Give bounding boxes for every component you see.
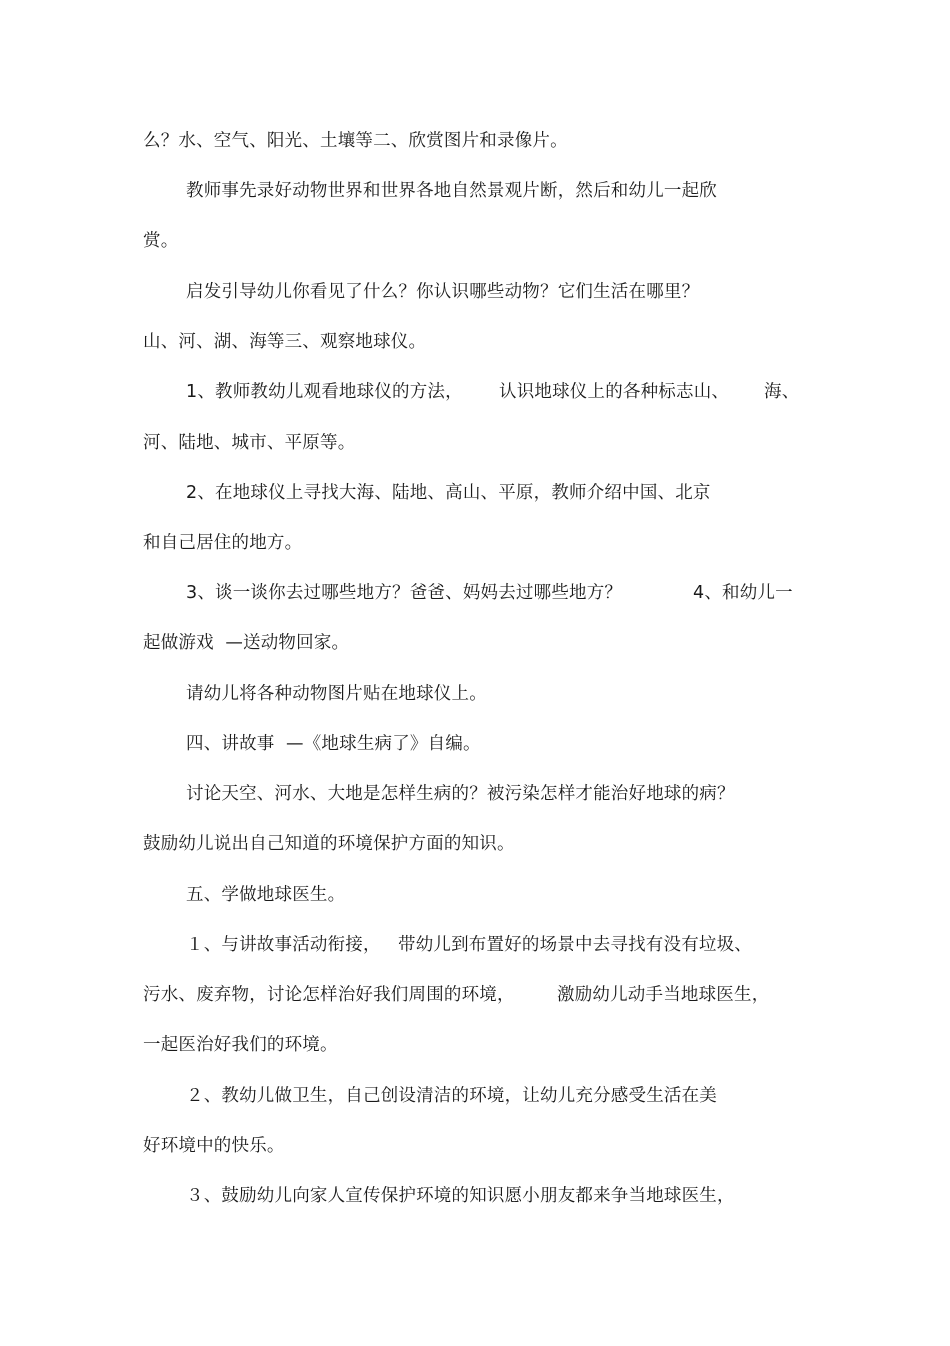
text-line: 1、教师教幼儿观看地球仪的方法，: [186, 382, 463, 402]
text-line: 污水、废弃物，讨论怎样治好我们周围的环境，: [143, 985, 515, 1005]
text-line: 2、在地球仪上寻找大海、陆地、高山、平原，教师介绍中国、北京: [186, 483, 711, 503]
text-line: 赏。: [143, 231, 179, 251]
text-line: 海、: [764, 382, 800, 402]
text-line: 么？水、空气、阳光、土壤等二、欣赏图片和录像片。: [143, 131, 568, 151]
text-line: ３、鼓励幼儿向家人宣传保护环境的知识愿小朋友都来争当地球医生，: [186, 1186, 735, 1206]
text-line: 3、谈一谈你去过哪些地方？爸爸、妈妈去过哪些地方？: [186, 583, 623, 603]
text-line: 四、讲故事 —《地球生病了》自编。: [186, 734, 481, 754]
text-line: 山、河、湖、海等三、观察地球仪。: [143, 332, 427, 352]
text-line: 好环境中的快乐。: [143, 1136, 285, 1156]
text-line: 鼓励幼儿说出自己知道的环境保护方面的知识。: [143, 834, 515, 854]
text-line: 认识地球仪上的各种标志山、: [499, 382, 730, 402]
text-line: 河、陆地、城市、平原等。: [143, 433, 356, 453]
text-line: 请幼儿将各种动物图片贴在地球仪上。: [186, 684, 487, 704]
text-line: 激励幼儿动手当地球医生，: [557, 985, 770, 1005]
text-line: 和自己居住的地方。: [143, 533, 303, 553]
text-line: 五、学做地球医生。: [186, 885, 346, 905]
text-line: １、与讲故事活动衔接，: [186, 935, 381, 955]
text-line: 4、和幼儿一: [693, 583, 793, 603]
text-line: 起做游戏 —送动物回家。: [143, 633, 350, 653]
text-line: 启发引导幼儿你看见了什么？你认识哪些动物？它们生活在哪里？: [186, 282, 700, 302]
text-line: ２、教幼儿做卫生，自己创设清洁的环境，让幼儿充分感受生活在美: [186, 1086, 717, 1106]
text-line: 带幼儿到布置好的场景中去寻找有没有垃圾、: [398, 935, 752, 955]
text-line: 教师事先录好动物世界和世界各地自然景观片断，然后和幼儿一起欣: [186, 181, 717, 201]
text-line: 讨论天空、河水、大地是怎样生病的？被污染怎样才能治好地球的病？: [186, 784, 735, 804]
text-line: 一起医治好我们的环境。: [143, 1035, 338, 1055]
